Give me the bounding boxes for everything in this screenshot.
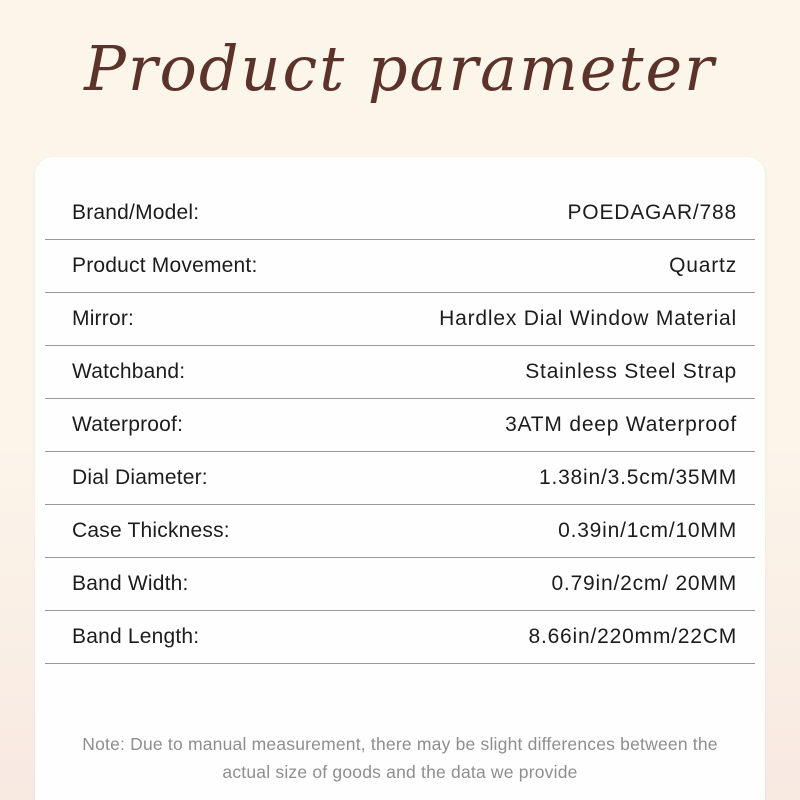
page-title: Product parameter	[84, 32, 716, 105]
param-label: Waterproof:	[72, 413, 184, 436]
table-row	[45, 452, 755, 505]
param-label: Band Width:	[72, 572, 189, 595]
param-label: Watchband:	[72, 360, 186, 383]
table-row	[45, 240, 755, 293]
table-row	[45, 187, 755, 240]
param-label: Mirror:	[72, 307, 135, 330]
table-row	[45, 293, 755, 346]
param-label: Dial Diameter:	[72, 466, 208, 489]
param-label: Brand/Model:	[72, 201, 200, 224]
param-value: 0.79in/2cm/ 20MM	[551, 572, 737, 595]
param-value: 0.39in/1cm/10MM	[558, 519, 737, 542]
table-row	[45, 505, 755, 558]
table-row	[45, 611, 755, 664]
table-row	[45, 346, 755, 399]
table-row	[45, 399, 755, 452]
param-value: Stainless Steel Strap	[525, 360, 737, 383]
param-label: Band Length:	[72, 625, 200, 648]
param-label: Product Movement:	[72, 254, 258, 277]
param-value: 3ATM deep Waterproof	[505, 413, 737, 436]
param-value: POEDAGAR/788	[567, 201, 737, 224]
table-row	[45, 558, 755, 611]
param-value: 1.38in/3.5cm/35MM	[538, 466, 737, 489]
param-value: 8.66in/220mm/22CM	[528, 625, 737, 648]
measurement-note: Note: Due to manual measurement, there may be slight differences between the actual size of goods and the data we provide	[82, 734, 718, 782]
parameter-card	[35, 157, 765, 800]
param-label: Case Thickness:	[72, 519, 230, 542]
parameter-table	[35, 187, 765, 664]
param-value: Hardlex Dial Window Material	[439, 307, 737, 330]
param-value: Quartz	[669, 254, 737, 277]
